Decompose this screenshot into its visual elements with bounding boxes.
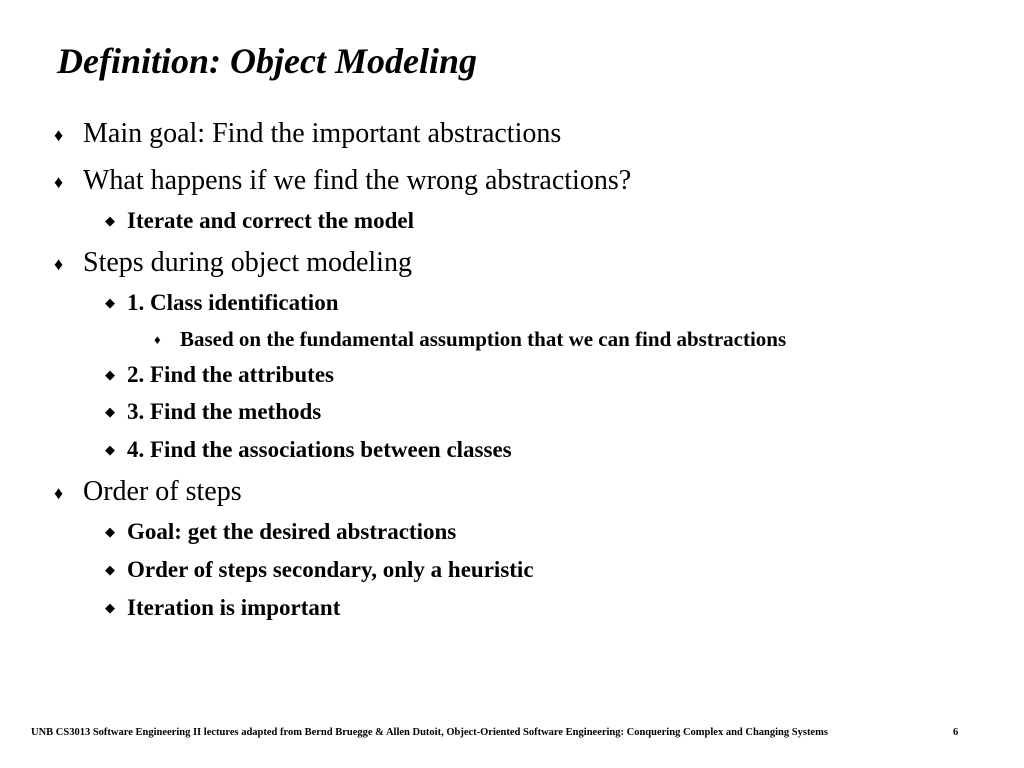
sub-sub-bullet-item — [154, 327, 787, 352]
diamond-bullet-icon: ◆ — [105, 367, 115, 382]
diamond-bullet-icon: ♦ — [154, 332, 161, 347]
diamond-bullet-icon: ◆ — [105, 562, 115, 577]
sub-bullet-item — [105, 290, 339, 316]
sub-bullet-text: Iterate and correct the model — [127, 208, 414, 233]
sub-sub-bullet-text: Based on the fundamental assumption that we can find abstractions — [180, 327, 787, 351]
diamond-bullet-icon: ◆ — [105, 213, 115, 228]
bullet-text: Order of steps — [83, 476, 242, 507]
footer-credit: UNB CS3013 Software Engineering II lectures adapted from Bernd Bruegge & Allen Dutoit, Object-Oriented Software Engineering: Conquering Complex and Changing Systems — [31, 727, 828, 738]
sub-bullet-item — [105, 399, 322, 425]
sub-bullet-text: 1. Class identification — [127, 290, 339, 315]
bullet-item — [54, 165, 632, 197]
bullet-text: Steps during object modeling — [83, 247, 412, 278]
sub-bullet-text: 3. Find the methods — [127, 399, 322, 424]
diamond-bullet-icon: ◆ — [105, 404, 115, 419]
diamond-bullet-icon: ◆ — [105, 442, 115, 457]
diamond-bullet-icon: ♦ — [54, 483, 64, 503]
bullet-text: What happens if we find the wrong abstractions? — [83, 165, 632, 196]
diamond-bullet-icon: ◆ — [105, 524, 115, 539]
diamond-bullet-icon: ♦ — [54, 172, 64, 192]
sub-bullet-item — [105, 437, 512, 463]
sub-bullet-text: 2. Find the attributes — [127, 362, 334, 387]
sub-bullet-text: Goal: get the desired abstractions — [127, 519, 457, 544]
sub-bullet-item — [105, 362, 334, 388]
diamond-bullet-icon: ◆ — [105, 600, 115, 615]
sub-bullet-text: 4. Find the associations between classes — [127, 437, 512, 462]
slide-title: Definition: Object Modeling — [57, 41, 477, 81]
sub-bullet-item — [105, 519, 457, 545]
sub-bullet-text: Order of steps secondary, only a heuristic — [127, 557, 534, 582]
diamond-bullet-icon: ♦ — [54, 254, 64, 274]
sub-bullet-item — [105, 557, 534, 583]
bullet-item — [54, 476, 242, 508]
page-number: 6 — [953, 727, 959, 738]
bullet-item — [54, 118, 562, 150]
bullet-text: Main goal: Find the important abstractions — [83, 118, 562, 149]
bullet-item — [54, 247, 412, 279]
diamond-bullet-icon: ♦ — [54, 125, 64, 145]
diamond-bullet-icon: ◆ — [105, 295, 115, 310]
sub-bullet-item — [105, 208, 414, 234]
sub-bullet-text: Iteration is important — [127, 595, 341, 620]
sub-bullet-item — [105, 595, 341, 621]
